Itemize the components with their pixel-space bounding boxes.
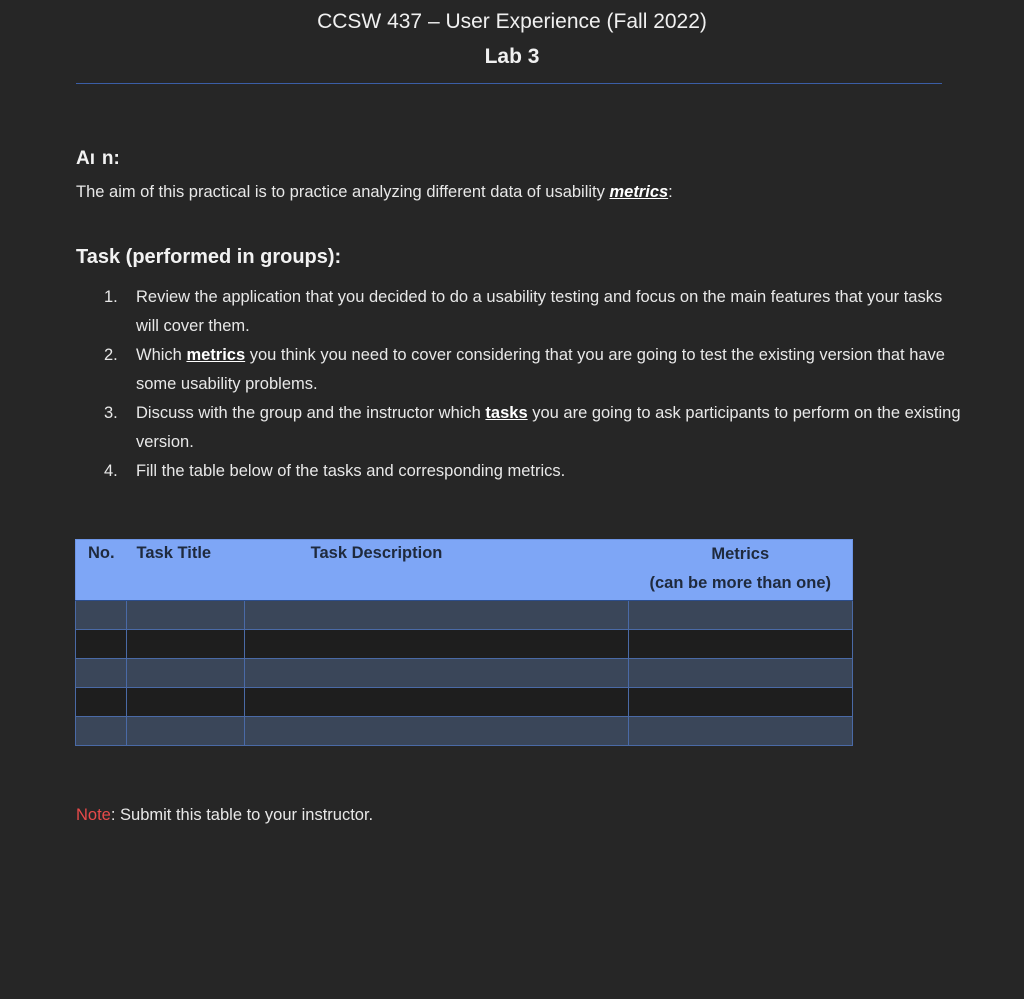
aim-emphasis: metrics — [609, 183, 669, 201]
aim-text-before: The aim of this practical is to practice analyzing different data of usability — [76, 183, 610, 201]
cell-task-title[interactable] — [127, 630, 245, 659]
task-item-text: Review the application that you decided to do a usability testing and focus on the main features that your tasks will cover them. — [136, 288, 943, 335]
task-item-text-after: you are going to ask participants to perform on the existing version. — [136, 404, 961, 451]
cell-metrics[interactable] — [629, 630, 853, 659]
cell-task-description[interactable] — [245, 630, 629, 659]
task-item — [104, 341, 964, 399]
task-item-text-after: you think you need to cover considering that you are going to test the existing version that have some usability problems. — [136, 346, 945, 393]
cell-task-description[interactable] — [245, 659, 629, 688]
header-divider — [76, 83, 942, 84]
metrics-table — [75, 539, 853, 746]
task-heading: Task (performed in groups): — [76, 246, 342, 268]
table-row — [76, 688, 853, 717]
aim-text — [76, 183, 673, 202]
header-metrics-note: (can be more than one) — [649, 574, 832, 592]
task-item-number: 2. — [104, 346, 118, 364]
cell-task-title[interactable] — [127, 688, 245, 717]
cell-metrics[interactable] — [629, 717, 853, 746]
task-item-keyword: metrics — [186, 346, 246, 364]
header-metrics-label: Metrics — [711, 545, 770, 563]
cell-metrics[interactable] — [629, 601, 853, 630]
cell-no[interactable] — [76, 688, 127, 717]
course-title: CCSW 437 – User Experience (Fall 2022) — [317, 10, 707, 33]
header-task-title: Task Title — [127, 540, 245, 601]
lab-title: Lab 3 — [484, 45, 540, 68]
aim-heading: Aı n: — [76, 148, 120, 169]
task-list — [104, 283, 964, 486]
cell-no[interactable] — [76, 601, 127, 630]
header-metrics — [629, 540, 853, 601]
cell-metrics[interactable] — [629, 688, 853, 717]
task-item-text: Fill the table below of the tasks and corresponding metrics. — [136, 462, 566, 480]
cell-task-title[interactable] — [127, 601, 245, 630]
note-label: Note — [76, 806, 111, 824]
task-item-number: 1. — [104, 288, 118, 306]
task-item-keyword: tasks — [485, 404, 528, 422]
table-row — [76, 659, 853, 688]
aim-text-after: : — [668, 183, 673, 201]
cell-no[interactable] — [76, 717, 127, 746]
task-item-text: Discuss with the group and the instructor which — [136, 404, 486, 422]
cell-task-title[interactable] — [127, 659, 245, 688]
task-item-text: Which — [136, 346, 187, 364]
cell-task-description[interactable] — [245, 688, 629, 717]
task-item — [104, 457, 964, 486]
task-item-number: 4. — [104, 462, 118, 480]
cell-no[interactable] — [76, 659, 127, 688]
cell-no[interactable] — [76, 630, 127, 659]
header-task-description: Task Description — [245, 540, 629, 601]
cell-task-title[interactable] — [127, 717, 245, 746]
cell-metrics[interactable] — [629, 659, 853, 688]
task-item-number: 3. — [104, 404, 118, 422]
task-item — [104, 399, 964, 457]
note-text: : Submit this table to your instructor. — [110, 806, 374, 824]
cell-task-description[interactable] — [245, 717, 629, 746]
cell-task-description[interactable] — [245, 601, 629, 630]
table-row — [76, 601, 853, 630]
task-item — [104, 283, 964, 341]
table-header-row — [76, 540, 853, 601]
table-row — [76, 717, 853, 746]
note — [76, 806, 373, 825]
metrics-table-wrapper — [75, 539, 853, 746]
header-no: No. — [76, 540, 127, 601]
table-row — [76, 630, 853, 659]
